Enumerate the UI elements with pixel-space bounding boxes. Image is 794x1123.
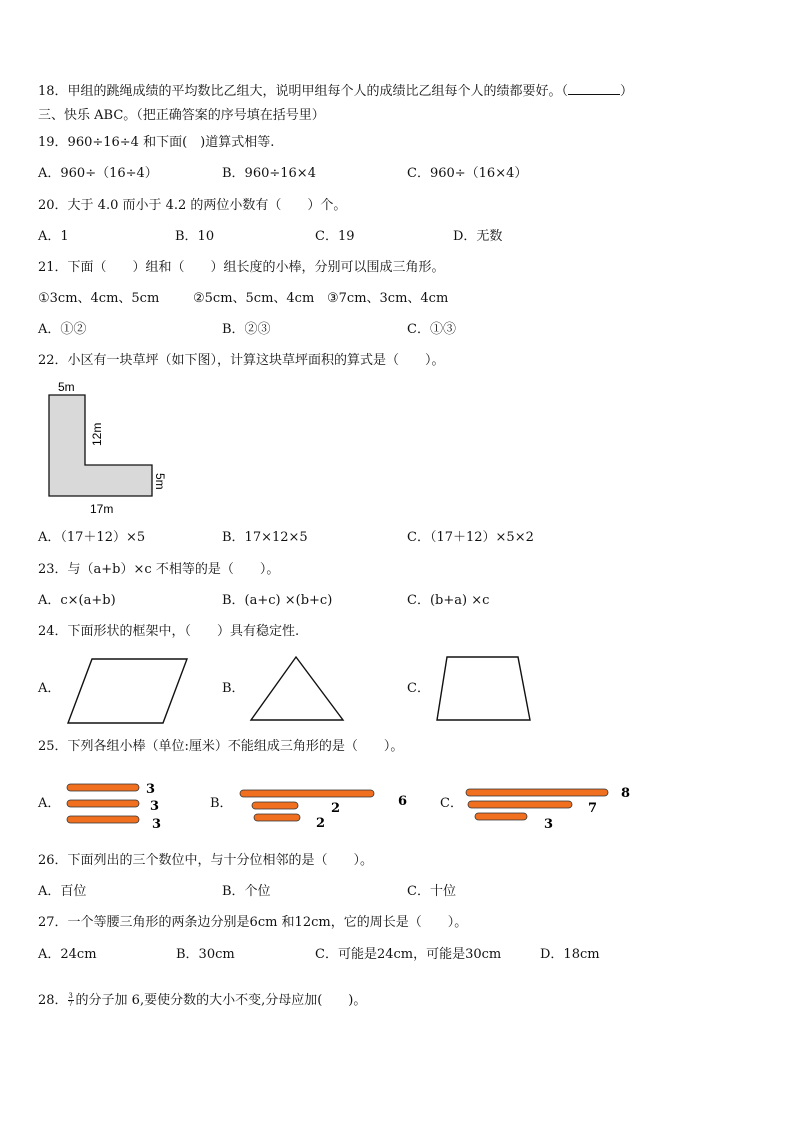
option-b[interactable]: B． — [222, 681, 245, 696]
stick — [67, 800, 139, 807]
option-b[interactable]: B． — [210, 796, 233, 811]
option-b[interactable]: B．960÷16×4 — [222, 166, 316, 181]
option-c[interactable]: C．可能是24cm，可能是30cm — [315, 947, 502, 962]
stick-group-2: ②5cm、5cm、4cm — [193, 291, 315, 306]
right-height-label: 5m — [153, 473, 167, 490]
question-24-text: 24．下面形状的框架中，（ ）具有稳定性. — [38, 624, 300, 639]
top-width-label: 5m — [58, 380, 75, 394]
option-a[interactable]: A． — [38, 681, 61, 696]
question-27-text: 27．一个等腰三角形的两条边分别是6cm 和12cm，它的周长是（ ）。 — [38, 915, 468, 930]
question-28-text: 的分子加 6,要使分数的大小不变,分母应加( )。 — [75, 993, 367, 1008]
question-22-text: 22．小区有一块草坪（如下图），计算这块草坪面积的算式是（ ）。 — [38, 353, 445, 368]
stick-length-label: 2 — [331, 801, 341, 816]
option-b[interactable]: B．(a+c) ×(b+c) — [222, 593, 333, 608]
stick — [254, 814, 300, 821]
stick-length-label: 3 — [146, 782, 156, 797]
option-c[interactable]: C．960÷（16×4） — [407, 166, 528, 181]
stick-length-label: 7 — [588, 801, 598, 816]
option-a[interactable]: A．（17＋12）×5 — [38, 530, 146, 545]
stick-group-1: ①3cm、4cm、5cm — [38, 291, 160, 306]
fraction — [68, 993, 74, 1008]
option-d[interactable]: D．18cm — [540, 947, 600, 962]
option-a[interactable]: A．c×(a+b) — [38, 593, 116, 608]
stick-group-a — [62, 778, 172, 830]
option-b[interactable]: B．②③ — [222, 322, 271, 337]
section-title: 三、快乐 ABC。（把正确答案的序号填在括号里） — [38, 108, 325, 123]
stick-length-label: 3 — [544, 817, 554, 832]
option-c[interactable]: C．十位 — [407, 884, 456, 899]
question-20-text: 20．大于 4.0 而小于 4.2 的两位小数有（ ）个。 — [38, 198, 347, 213]
option-a[interactable]: A．百位 — [38, 884, 87, 899]
question-28-number: 28． — [38, 993, 68, 1008]
stick — [468, 801, 572, 808]
option-c[interactable]: C． — [440, 796, 463, 811]
option-c[interactable]: C． — [407, 681, 430, 696]
question-25-text: 25．下列各组小棒（单位:厘米）不能组成三角形的是（ ）。 — [38, 739, 404, 754]
question-18-text: 18．甲组的跳绳成绩的平均数比乙组大，说明甲组每个人的成绩比乙组每个人的绩都要好。（ — [38, 84, 569, 99]
option-b[interactable]: B．个位 — [222, 884, 271, 899]
stick — [67, 784, 139, 791]
stick — [240, 790, 374, 797]
height-label: 12m — [90, 422, 104, 446]
option-d[interactable]: D．无数 — [453, 229, 503, 244]
question-18 — [38, 82, 633, 101]
stick-group-c — [462, 782, 642, 832]
stick-length-label: 3 — [152, 817, 162, 830]
question-23-text: 23．与（a+b）×c 不相等的是（ ）。 — [38, 562, 280, 577]
bottom-label: 17m — [90, 502, 114, 516]
stick-length-label: 3 — [150, 799, 160, 814]
option-c[interactable]: C．19 — [315, 229, 355, 244]
stick — [466, 789, 608, 796]
trapezoid-icon — [434, 654, 534, 724]
fraction-numerator: 3 — [68, 992, 73, 1000]
option-a[interactable]: A．960÷（16÷4） — [38, 166, 158, 181]
option-b[interactable]: B．30cm — [176, 947, 235, 962]
stick-length-label: 6 — [398, 794, 408, 809]
question-21-text: 21．下面（ ）组和（ ）组长度的小棒，分别可以围成三角形。 — [38, 260, 445, 275]
option-c[interactable]: C．（17＋12）×5×2 — [407, 530, 534, 545]
option-b[interactable]: B．10 — [175, 229, 215, 244]
stick-group-3: ③7cm、3cm、4cm — [327, 291, 449, 306]
option-c[interactable]: C．①③ — [407, 322, 456, 337]
option-a[interactable]: A．24cm — [38, 947, 97, 962]
stick — [475, 813, 527, 820]
stick-length-label: 2 — [316, 816, 326, 831]
option-c[interactable]: C．(b+a) ×c — [407, 593, 490, 608]
stick-group-b — [236, 784, 416, 832]
lawn-figure — [38, 378, 178, 520]
stick — [252, 802, 298, 809]
question-18-close: ） — [620, 84, 634, 99]
option-a[interactable]: A．①② — [38, 322, 87, 337]
answer-blank[interactable] — [568, 82, 620, 95]
question-19-text: 19．960÷16÷4 和下面( )道算式相等. — [38, 135, 275, 150]
question-26-text: 26．下面列出的三个数位中，与十分位相邻的是（ ）。 — [38, 853, 374, 868]
question-28 — [38, 992, 366, 1010]
fraction-denominator: 7 — [68, 1000, 73, 1008]
option-a[interactable]: A． — [38, 796, 61, 811]
stick-length-label: 8 — [621, 786, 631, 801]
stick — [67, 816, 139, 823]
option-b[interactable]: B．17×12×5 — [222, 530, 308, 545]
option-a[interactable]: A．1 — [38, 229, 69, 244]
triangle-icon — [248, 654, 348, 724]
parallelogram-icon — [66, 656, 190, 726]
